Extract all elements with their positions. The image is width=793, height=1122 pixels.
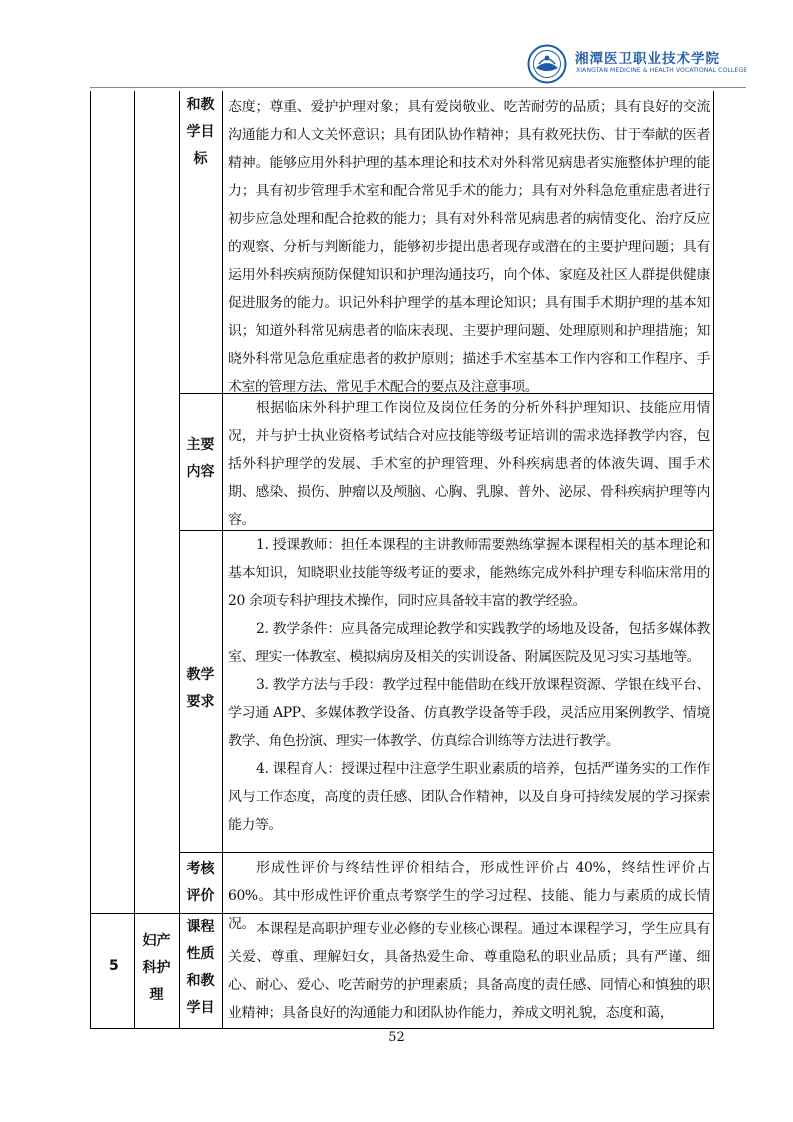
label-line: 科护 (142, 960, 171, 976)
college-logo (527, 44, 747, 84)
label-line: 学目 (186, 124, 215, 140)
label-line: 和教 (186, 973, 215, 989)
column-divider (134, 91, 135, 1028)
row-label-requirements (179, 662, 222, 716)
paragraph: 本课程是高职护理专业必修的专业核心课程。通过本课程学习，学生应具有关爱、尊重、理解妇女，具备热爱生命、尊重隐私的职业品质；具有严谨、细心、耐心、爱心、吃苦耐劳的护理素质；具备高度的责任感、同情心和慎独的职业精神；具备良好的沟通能力和团队协作能力，养成文明礼貌，态度和蔼， (228, 921, 710, 1021)
column-divider (222, 91, 223, 1028)
requirement-item: 2. 教学条件：应具备完成理论教学和实践教学的场地及设备，包括多媒体教室、理实一体教室、模拟病房及相关的实训设备、附属医院及见习实习基地等。 (228, 621, 710, 665)
label-line: 和教 (186, 97, 215, 113)
label-line: 考核 (186, 861, 215, 877)
label-line: 教学 (186, 667, 215, 683)
college-emblem-icon (527, 44, 567, 84)
course-name (134, 928, 179, 1009)
page-number: 52 (388, 1030, 405, 1045)
row-label-goals (179, 92, 222, 173)
logo-english-name: XIANGTAN MEDICINE & HEALTH VOCATIONAL COLLEGE (576, 67, 748, 74)
requirements-text (228, 531, 710, 839)
label-line: 课程 (186, 919, 215, 935)
paragraph: 态度；尊重、爱护护理对象；具有爱岗敬业、吃苦耐劳的品质；具有良好的交流沟通能力和人文关怀意识；具有团队协作精神；具有救死扶伤、甘于奉献的医者精神。能够应用外科护理的基本理论和技术对外科常见病患者实施整体护理的能力；具有初步管理手术室和配合常见手术的能力；具有对外科急危重症患者进行初步应急处理和配合抢救的能力；具有对外科常见病患者的病情变化、治疗反应的观察、分析与判断能力，能够初步提出患者现存或潜在的主要护理问题；具有运用外科疾病预防保健知识和护理沟通技巧，向个体、家庭及社区人群提供健康促进服务的能力。识记外科护理学的基本理论知识；具有围手术期护理的基本知识；知道外科常见病患者的临床表现、主要护理问题、处理原则和护理措施；知晓外科常见急危重症患者的救护原则；描述手术室基本工作内容和工作程序、手术室的管理方法、常见手术配合的要点及注意事项。 (228, 99, 710, 395)
row-label-course-nature (179, 914, 222, 1022)
logo-chinese-name: 湘潭医卫职业技术学院 (575, 51, 720, 67)
requirement-item: 3. 教学方法与手段：教学过程中能借助在线开放课程资源、学银在线平台、学习通 APP、多媒体教学设备、仿真教学设备等手段，灵活应用案例教学、情境教学、角色扮演、理实一体教学、仿真综合训练等方法进行教学。 (228, 677, 710, 749)
requirement-item: 1. 授课教师：担任本课程的主讲教师需要熟练掌握本课程相关的基本理论和基本知识，知晓职业技能等级考证的要求，能熟练完成外科护理专科临床常用的 20 余项专科护理技术操作，同时应具备较丰富的教学经验。 (228, 537, 710, 609)
row-index: 5 (109, 958, 119, 974)
label-line: 评价 (186, 888, 215, 904)
label-line: 学目 (186, 1000, 215, 1016)
paragraph: 根据临床外科护理工作岗位及岗位任务的分析外科护理知识、技能应用情况，并与护士执业资格考试结合对应技能等级考证培训的需求选择教学内容，包括外科护理学的发展、手术室的护理管理、外科疾病患者的体液失调、围手术期、感染、损伤、肿瘤以及颅脑、心胸、乳腺、普外、泌尿、骨科疾病护理等内容。 (228, 400, 710, 528)
row-divider (179, 852, 714, 853)
label-line: 理 (149, 987, 164, 1003)
course-nature-text (228, 915, 710, 1027)
label-line: 标 (193, 151, 208, 167)
label-line: 主要 (186, 437, 215, 453)
requirement-item: 4. 课程育人：授课过程中注意学生职业素质的培养，包括严谨务实的工作作风与工作态度，高度的责任感、团队合作精神，以及自身可持续发展的学习探索能力等。 (228, 761, 710, 833)
header-rule (90, 87, 746, 88)
label-line: 妇产 (142, 933, 171, 949)
label-line: 要求 (186, 694, 215, 710)
content-text (228, 394, 710, 534)
course-table (90, 91, 714, 1029)
row-label-content (179, 432, 222, 486)
label-line: 性质 (186, 946, 215, 962)
label-line: 内容 (186, 464, 215, 480)
paragraph: 形成性评价与终结性评价相结合，形成性评价占 40%，终结性评价占 60%。其中形成性评价重点考察学生的学习过程、技能、能力与素质的成长情况。 (228, 860, 710, 932)
goals-text (228, 93, 710, 401)
row-label-assessment (179, 856, 222, 910)
